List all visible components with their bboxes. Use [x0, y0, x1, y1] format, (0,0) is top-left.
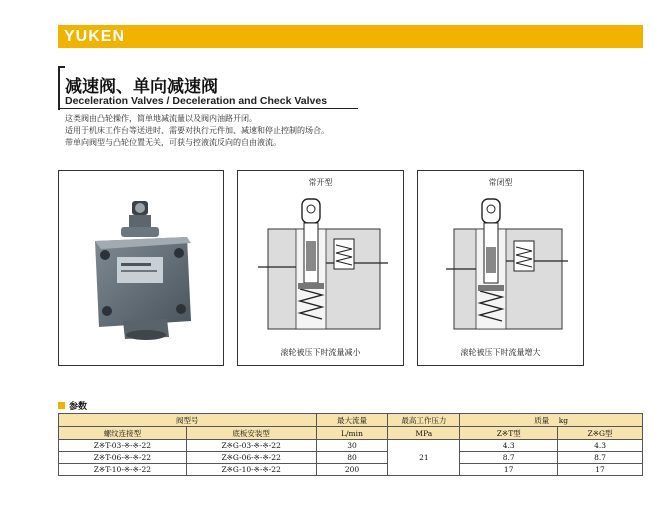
- description: [65, 113, 329, 149]
- diagram-caption: 滚轮被压下时流量增大: [460, 348, 541, 357]
- table-row: [59, 464, 643, 476]
- page-title: 减速阀、单向减速阀: [65, 77, 218, 97]
- params-heading: [58, 399, 87, 412]
- table-header-row: [59, 414, 643, 427]
- yuken-logo: YUKEN: [64, 28, 126, 45]
- cell-flow: 80: [316, 452, 388, 464]
- cell-g-mass: 4.3: [558, 440, 643, 452]
- diagram-title: 常闭型: [488, 178, 513, 187]
- cell-thread: Z※T-06-※-※-22: [59, 452, 187, 464]
- header-t-type: Z※T型: [460, 427, 558, 440]
- header-plate: 底板安装型: [186, 427, 316, 440]
- page-subtitle: Deceleration Valves / Deceleration and Check Valves: [65, 95, 328, 107]
- params-heading-label: 参数: [69, 402, 88, 412]
- cell-plate: Z※G-06-※-※-22: [186, 452, 316, 464]
- valve-photo: [58, 170, 224, 366]
- diagram-title: 常开型: [308, 178, 333, 187]
- header-mass: [460, 414, 643, 427]
- header-mass-label: 质量: [534, 415, 550, 425]
- header-g-type: Z※G型: [558, 427, 643, 440]
- title-bracket: [58, 66, 65, 110]
- cell-t-mass: 8.7: [460, 452, 558, 464]
- cell-t-mass: 4.3: [460, 440, 558, 452]
- diagram-caption: 滚轮被压下时流量减小: [280, 348, 361, 357]
- header-pressure: 最高工作压力: [388, 414, 460, 427]
- cell-thread: Z※T-10-※-※-22: [59, 464, 187, 476]
- header-mass-unit: kg: [558, 415, 569, 425]
- cell-flow: 200: [316, 464, 388, 476]
- header-flow: 最大流量: [316, 414, 388, 427]
- header-flow-unit: L/min: [316, 427, 388, 440]
- cell-g-mass: 8.7: [558, 452, 643, 464]
- table-subheader-row: [59, 427, 643, 440]
- cell-flow: 30: [316, 440, 388, 452]
- normally-open-section: [238, 171, 403, 365]
- header-model: 阀型号: [59, 414, 317, 427]
- normally-closed-section: [418, 171, 583, 365]
- description-line: 带单向阀型与凸轮位置无关，可获与控液流反向的自由液流。: [65, 138, 281, 147]
- cell-g-mass: 17: [558, 464, 643, 476]
- table-row: [59, 452, 643, 464]
- cell-plate: Z※G-03-※-※-22: [186, 440, 316, 452]
- diagram-normally-open: [237, 170, 404, 366]
- cell-pressure: 21: [388, 440, 460, 476]
- cell-thread: Z※T-03-※-※-22: [59, 440, 187, 452]
- header-pressure-unit: MPa: [388, 427, 460, 440]
- cell-plate: Z※G-10-※-※-22: [186, 464, 316, 476]
- spec-table: [58, 413, 643, 476]
- diagram-normally-closed: [417, 170, 584, 366]
- title-divider: [58, 108, 358, 109]
- header-bar: [58, 25, 643, 48]
- cell-t-mass: 17: [460, 464, 558, 476]
- header-thread: 螺纹连接型: [59, 427, 187, 440]
- description-line: 适用于机床工作台等送进时、需要对执行元件加、减速和停止控制的场合。: [65, 126, 329, 135]
- description-line: 这类阀由凸轮操作，简单地减流量以及阀内油路开闭。: [65, 114, 257, 123]
- table-row: [59, 440, 643, 452]
- heading-square-icon: [58, 402, 65, 409]
- valve-photo-illustration: [59, 171, 223, 365]
